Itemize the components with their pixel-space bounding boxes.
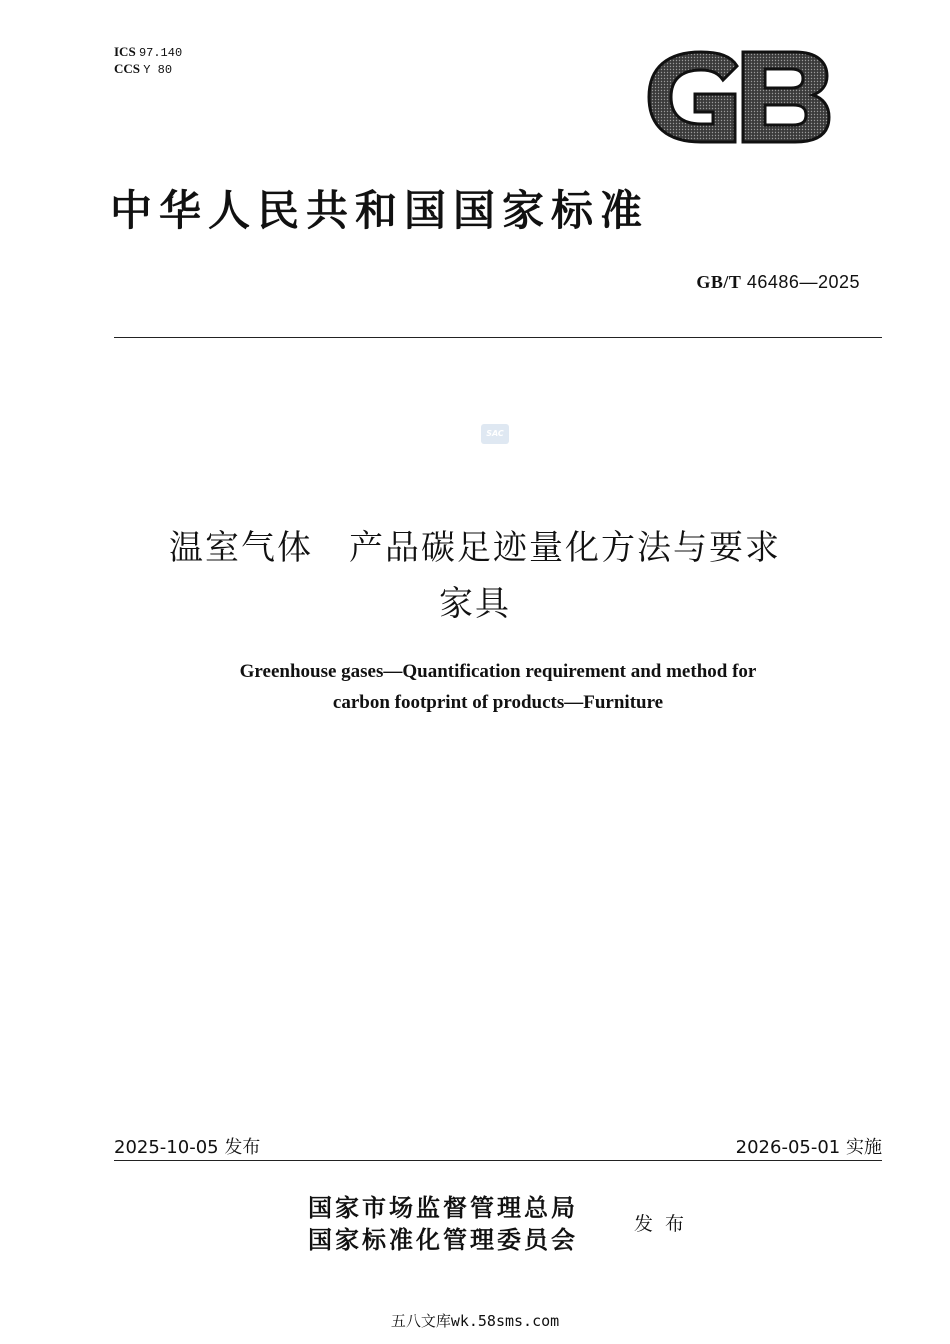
national-standard-title: 中华人民共和国国家标准 (110, 186, 650, 235)
chinese-title-line-1: 温室气体 产品碳足迹量化方法与要求 (169, 528, 781, 568)
classification-codes (114, 44, 182, 78)
site-watermark: 五八文库wk.58sms.com (390, 1312, 560, 1330)
standard-code: 46486—2025 (746, 272, 860, 292)
gb-logo (645, 50, 831, 144)
standard-prefix: GB/T (696, 272, 742, 292)
publish-label: 发布 (634, 1213, 697, 1235)
issuer-sac: 国家标准化管理委员会 (308, 1225, 578, 1254)
english-title-line-1: Greenhouse gases—Quantification requirement and method for (239, 661, 757, 682)
ics-code (114, 44, 182, 61)
gb-logo-b (743, 52, 829, 142)
ics-value: 97.140 (138, 46, 183, 60)
standard-number (696, 272, 860, 293)
english-title-line-2: carbon footprint of products—Furniture (332, 692, 664, 713)
ccs-label: CCS (114, 61, 141, 76)
sac-logo-mark: SAC (481, 424, 509, 444)
ccs-code (114, 61, 182, 78)
chinese-title-line-2: 家具 (439, 584, 511, 624)
ics-label: ICS (114, 44, 136, 59)
issuer-samr: 国家市场监督管理总局 (308, 1193, 578, 1222)
bottom-divider (114, 1160, 882, 1161)
top-divider (114, 337, 882, 338)
implementation-date: 2026-05-01 实施 (735, 1137, 882, 1158)
issue-date: 2025-10-05 发布 (114, 1137, 261, 1158)
gb-logo-g (649, 52, 737, 142)
ccs-value: Y 80 (143, 63, 173, 77)
